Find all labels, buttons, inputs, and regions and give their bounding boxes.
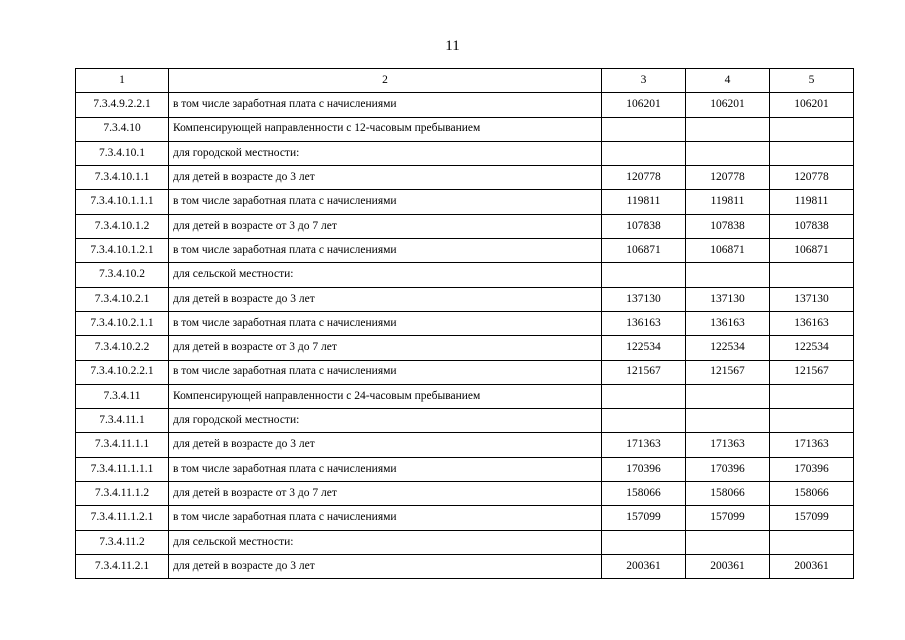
row-description-cell: в том числе заработная плата с начислениями — [169, 190, 602, 214]
row-value-col5-cell: 120778 — [770, 166, 854, 190]
row-value-col4-cell: 119811 — [686, 190, 770, 214]
row-code-cell: 7.3.4.11.1.2 — [76, 482, 169, 506]
table-row — [76, 336, 854, 360]
row-value-col4-cell: 170396 — [686, 457, 770, 481]
table-row — [76, 482, 854, 506]
row-value-col3-cell — [602, 530, 686, 554]
row-code-cell: 7.3.4.11.1.1.1 — [76, 457, 169, 481]
row-description-cell: для детей в возрасте от 3 до 7 лет — [169, 336, 602, 360]
row-code-cell: 7.3.4.11.1 — [76, 409, 169, 433]
row-value-col4-cell: 157099 — [686, 506, 770, 530]
row-value-col5-cell: 119811 — [770, 190, 854, 214]
row-value-col3-cell: 137130 — [602, 287, 686, 311]
row-value-col3-cell: 136163 — [602, 311, 686, 335]
row-code-cell: 7.3.4.10 — [76, 117, 169, 141]
row-description-cell: Компенсирующей направленности с 24-часовым пребыванием — [169, 384, 602, 408]
row-value-col4-cell: 121567 — [686, 360, 770, 384]
row-description-cell: для детей в возрасте до 3 лет — [169, 554, 602, 578]
row-value-col3-cell — [602, 409, 686, 433]
column-header-1: 1 — [76, 69, 169, 93]
row-value-col3-cell: 106871 — [602, 239, 686, 263]
row-value-col4-cell: 107838 — [686, 214, 770, 238]
row-description-cell: для детей в возрасте до 3 лет — [169, 166, 602, 190]
row-code-cell: 7.3.4.11.1.2.1 — [76, 506, 169, 530]
row-value-col5-cell: 122534 — [770, 336, 854, 360]
row-value-col5-cell: 136163 — [770, 311, 854, 335]
row-value-col3-cell: 157099 — [602, 506, 686, 530]
row-value-col3-cell: 122534 — [602, 336, 686, 360]
row-value-col4-cell — [686, 409, 770, 433]
row-description-cell: в том числе заработная плата с начислениями — [169, 93, 602, 117]
row-description-cell: для детей в возрасте до 3 лет — [169, 287, 602, 311]
row-code-cell: 7.3.4.9.2.2.1 — [76, 93, 169, 117]
row-value-col4-cell: 120778 — [686, 166, 770, 190]
row-value-col3-cell: 170396 — [602, 457, 686, 481]
row-value-col5-cell — [770, 117, 854, 141]
row-value-col4-cell — [686, 384, 770, 408]
column-header-5: 5 — [770, 69, 854, 93]
row-value-col4-cell: 200361 — [686, 554, 770, 578]
row-value-col5-cell: 107838 — [770, 214, 854, 238]
row-description-cell: для городской местности: — [169, 141, 602, 165]
row-code-cell: 7.3.4.10.2.1.1 — [76, 311, 169, 335]
table-row — [76, 409, 854, 433]
row-description-cell: для детей в возрасте от 3 до 7 лет — [169, 214, 602, 238]
row-value-col4-cell — [686, 117, 770, 141]
row-description-cell: в том числе заработная плата с начислениями — [169, 457, 602, 481]
table-row — [76, 506, 854, 530]
row-code-cell: 7.3.4.10.1 — [76, 141, 169, 165]
column-header-4: 4 — [686, 69, 770, 93]
row-description-cell: для городской местности: — [169, 409, 602, 433]
row-value-col5-cell: 158066 — [770, 482, 854, 506]
table-row — [76, 141, 854, 165]
table-header-row — [76, 69, 854, 93]
row-code-cell: 7.3.4.10.1.1 — [76, 166, 169, 190]
row-value-col5-cell: 171363 — [770, 433, 854, 457]
row-value-col3-cell — [602, 117, 686, 141]
row-code-cell: 7.3.4.10.2.2 — [76, 336, 169, 360]
table-row — [76, 384, 854, 408]
row-description-cell: в том числе заработная плата с начислениями — [169, 239, 602, 263]
row-value-col3-cell: 106201 — [602, 93, 686, 117]
table-row — [76, 263, 854, 287]
row-value-col5-cell: 157099 — [770, 506, 854, 530]
row-description-cell: в том числе заработная плата с начислениями — [169, 311, 602, 335]
row-value-col3-cell: 171363 — [602, 433, 686, 457]
table-row — [76, 554, 854, 578]
row-value-col5-cell — [770, 530, 854, 554]
table-row — [76, 117, 854, 141]
row-value-col4-cell: 122534 — [686, 336, 770, 360]
data-table — [75, 68, 854, 579]
page-number: 11 — [445, 38, 460, 54]
row-code-cell: 7.3.4.10.1.2.1 — [76, 239, 169, 263]
row-value-col5-cell: 106201 — [770, 93, 854, 117]
table-row — [76, 311, 854, 335]
row-description-cell: для сельской местности: — [169, 263, 602, 287]
row-code-cell: 7.3.4.11.2 — [76, 530, 169, 554]
row-value-col3-cell: 107838 — [602, 214, 686, 238]
table-row — [76, 530, 854, 554]
row-value-col4-cell: 106201 — [686, 93, 770, 117]
row-value-col3-cell: 158066 — [602, 482, 686, 506]
column-header-3: 3 — [602, 69, 686, 93]
table-row — [76, 457, 854, 481]
row-value-col5-cell — [770, 384, 854, 408]
row-value-col4-cell: 106871 — [686, 239, 770, 263]
row-code-cell: 7.3.4.11.2.1 — [76, 554, 169, 578]
table-row — [76, 166, 854, 190]
column-header-2: 2 — [169, 69, 602, 93]
row-value-col5-cell — [770, 409, 854, 433]
row-code-cell: 7.3.4.11.1.1 — [76, 433, 169, 457]
row-code-cell: 7.3.4.10.2.2.1 — [76, 360, 169, 384]
row-value-col3-cell — [602, 384, 686, 408]
row-value-col4-cell — [686, 141, 770, 165]
row-description-cell: для детей в возрасте от 3 до 7 лет — [169, 482, 602, 506]
row-code-cell: 7.3.4.10.2.1 — [76, 287, 169, 311]
row-value-col3-cell — [602, 263, 686, 287]
row-code-cell: 7.3.4.10.1.2 — [76, 214, 169, 238]
row-description-cell: в том числе заработная плата с начислениями — [169, 506, 602, 530]
row-value-col5-cell: 121567 — [770, 360, 854, 384]
row-value-col5-cell — [770, 263, 854, 287]
row-value-col5-cell: 170396 — [770, 457, 854, 481]
table-row — [76, 93, 854, 117]
row-value-col5-cell — [770, 141, 854, 165]
row-value-col4-cell: 171363 — [686, 433, 770, 457]
table-body — [76, 93, 854, 579]
row-value-col5-cell: 137130 — [770, 287, 854, 311]
table-row — [76, 239, 854, 263]
row-description-cell: Компенсирующей направленности с 12-часовым пребыванием — [169, 117, 602, 141]
row-value-col4-cell — [686, 263, 770, 287]
row-value-col3-cell: 120778 — [602, 166, 686, 190]
row-description-cell: в том числе заработная плата с начислениями — [169, 360, 602, 384]
row-value-col3-cell: 121567 — [602, 360, 686, 384]
row-value-col5-cell: 106871 — [770, 239, 854, 263]
row-value-col3-cell — [602, 141, 686, 165]
row-code-cell: 7.3.4.10.2 — [76, 263, 169, 287]
row-value-col3-cell: 200361 — [602, 554, 686, 578]
row-description-cell: для детей в возрасте до 3 лет — [169, 433, 602, 457]
row-code-cell: 7.3.4.10.1.1.1 — [76, 190, 169, 214]
table-row — [76, 433, 854, 457]
table-row — [76, 214, 854, 238]
row-value-col5-cell: 200361 — [770, 554, 854, 578]
table-row — [76, 360, 854, 384]
row-value-col3-cell: 119811 — [602, 190, 686, 214]
row-code-cell: 7.3.4.11 — [76, 384, 169, 408]
table-row — [76, 287, 854, 311]
row-description-cell: для сельской местности: — [169, 530, 602, 554]
row-value-col4-cell: 136163 — [686, 311, 770, 335]
row-value-col4-cell: 137130 — [686, 287, 770, 311]
row-value-col4-cell: 158066 — [686, 482, 770, 506]
table-row — [76, 190, 854, 214]
row-value-col4-cell — [686, 530, 770, 554]
